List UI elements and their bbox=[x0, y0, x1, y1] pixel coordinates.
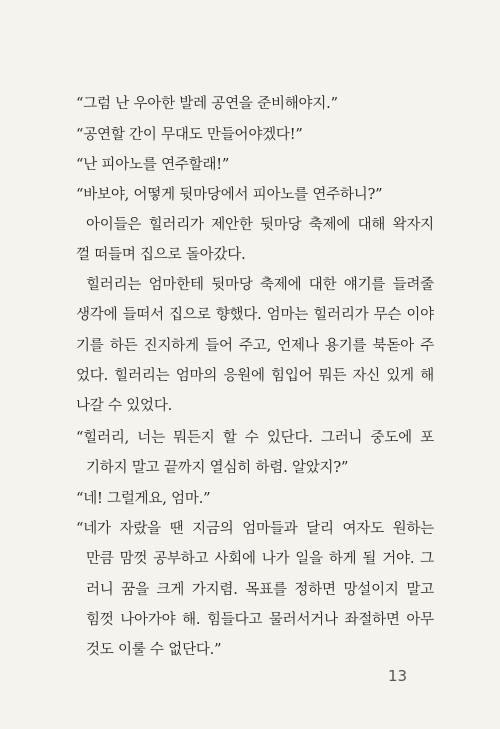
text-line: “바보야, 어떻게 뒷마당에서 피아노를 연주하니?” bbox=[76, 187, 383, 203]
text-line: 기를 하든 진지하게 들어 주고, 언제나 용기를 북돋아 주 bbox=[76, 338, 434, 354]
text-line: “네! 그럴게요, 엄마.” bbox=[76, 491, 211, 507]
text-line: 힐러리는 엄마한테 뒷마당 축제에 대한 얘기를 들려줄 bbox=[86, 277, 434, 293]
text-line: 것도 이룰 수 없단다.” bbox=[86, 642, 222, 658]
text-line: 기하지 말고 끝까지 열심히 하렴. 알았지?” bbox=[86, 460, 349, 476]
text-line: “힐러리, 너는 뭐든지 할 수 있단다. 그러니 중도에 포 bbox=[76, 430, 434, 446]
text-line: “공연할 간이 무대도 만들어야겠다!” bbox=[76, 127, 303, 143]
text-line: “난 피아노를 연주할래!” bbox=[76, 157, 230, 173]
text-line: 생각에 들떠서 집으로 향했다. 엄마는 힐러리가 무슨 이야 bbox=[76, 307, 434, 323]
text-line: 만큼 맘껏 공부하고 사회에 나가 일을 하게 될 거야. 그 bbox=[86, 551, 434, 567]
text-line: 러니 꿈을 크게 가지렴. 목표를 정하면 망설이지 말고 bbox=[86, 582, 434, 598]
text-line: “그럼 난 우아한 발레 공연을 준비해야지.” bbox=[76, 96, 338, 112]
text-line: “네가 자랐을 땐 지금의 엄마들과 달리 여자도 원하는 bbox=[76, 521, 434, 537]
text-line: 아이들은 힐러리가 제안한 뒷마당 축제에 대해 왁자지 bbox=[86, 217, 434, 233]
text-line: 었다. 힐러리는 엄마의 응원에 힘입어 뭐든 자신 있게 해 bbox=[76, 368, 434, 384]
text-line: 힘껏 나아가야 해. 힘들다고 물러서거나 좌절하면 아무 bbox=[86, 612, 434, 628]
text-line: 껄 떠들며 집으로 돌아갔다. bbox=[76, 247, 246, 263]
page-number: 13 bbox=[388, 667, 408, 685]
text-line: 나갈 수 있었다. bbox=[76, 398, 173, 414]
